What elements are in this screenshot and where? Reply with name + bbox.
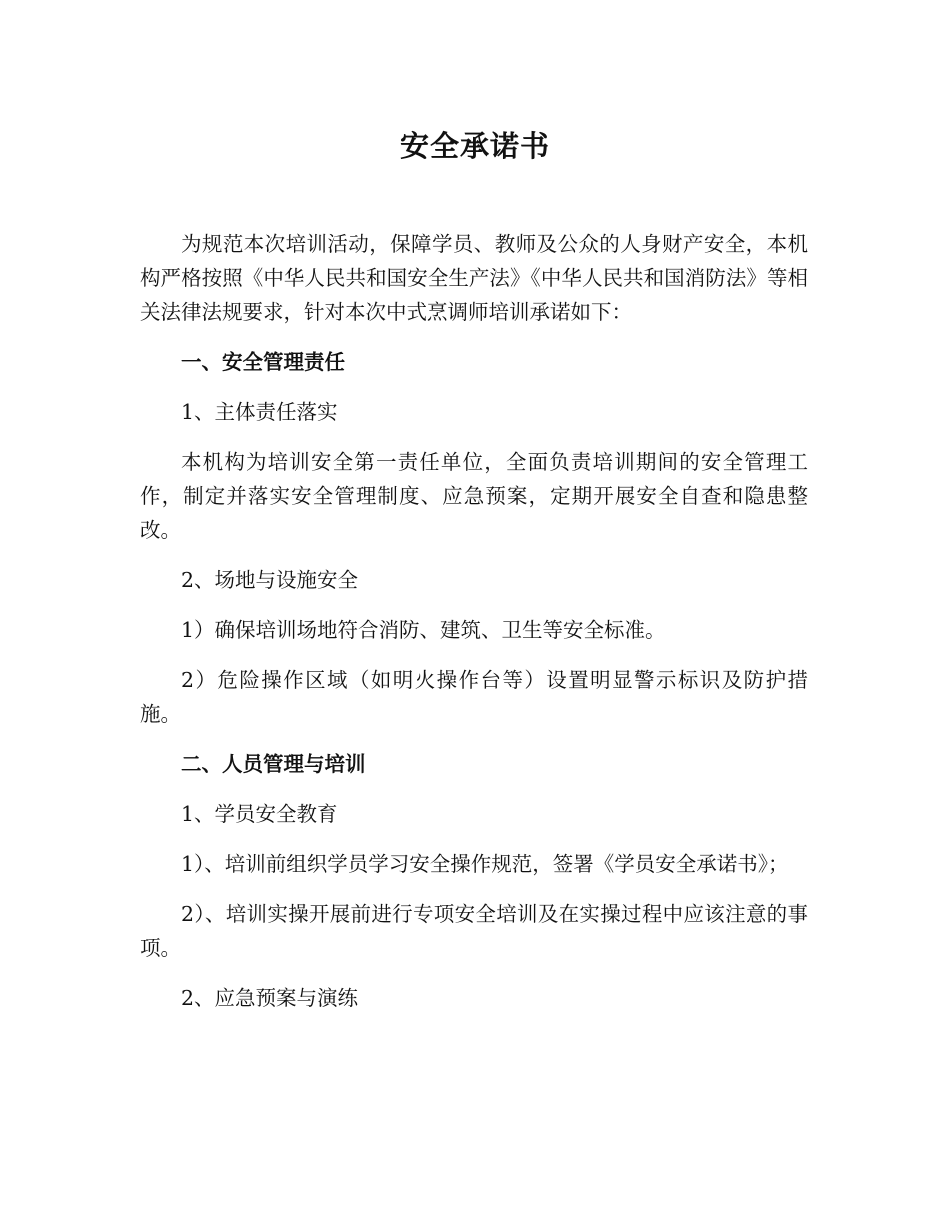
list-item-special-training: 2）、培训实操开展前进行专项安全培训及在实操过程中应该注意的事项。 bbox=[140, 902, 808, 960]
intro-paragraph: 为规范本次培训活动，保障学员、教师及公众的人身财产安全，本机构严格按照《中华人民共和国安全生产法》《中华人民共和国消防法》等相关法律法规要求，针对本次中式烹调师培训承诺如下： bbox=[140, 232, 808, 324]
subheading-site-facility-safety: 2、场地与设施安全 bbox=[181, 568, 359, 592]
document-title: 安全承诺书 bbox=[399, 129, 550, 163]
list-item-site-standards: 1）确保培训场地符合消防、建筑、卫生等安全标准。 bbox=[181, 618, 666, 642]
subheading-student-safety-education: 1、学员安全教育 bbox=[181, 802, 338, 826]
document-body bbox=[140, 227, 808, 1031]
list-item-safety-pledge: 1）、培训前组织学员学习安全操作规范，签署《学员安全承诺书》； bbox=[181, 852, 789, 876]
subheading-emergency-plan: 2、应急预案与演练 bbox=[181, 986, 359, 1010]
subheading-main-responsibility: 1、主体责任落实 bbox=[181, 400, 338, 424]
paragraph-main-responsibility: 本机构为培训安全第一责任单位，全面负责培训期间的安全管理工作，制定并落实安全管理制度、应急预案，定期开展安全自查和隐患整改。 bbox=[140, 450, 808, 542]
list-item-warning-signs: 2）危险操作区域（如明火操作台等）设置明显警示标识及防护措施。 bbox=[140, 668, 808, 726]
section-heading-safety-management: 一、安全管理责任 bbox=[181, 350, 345, 374]
section-heading-personnel-training: 二、人员管理与培训 bbox=[181, 752, 366, 776]
